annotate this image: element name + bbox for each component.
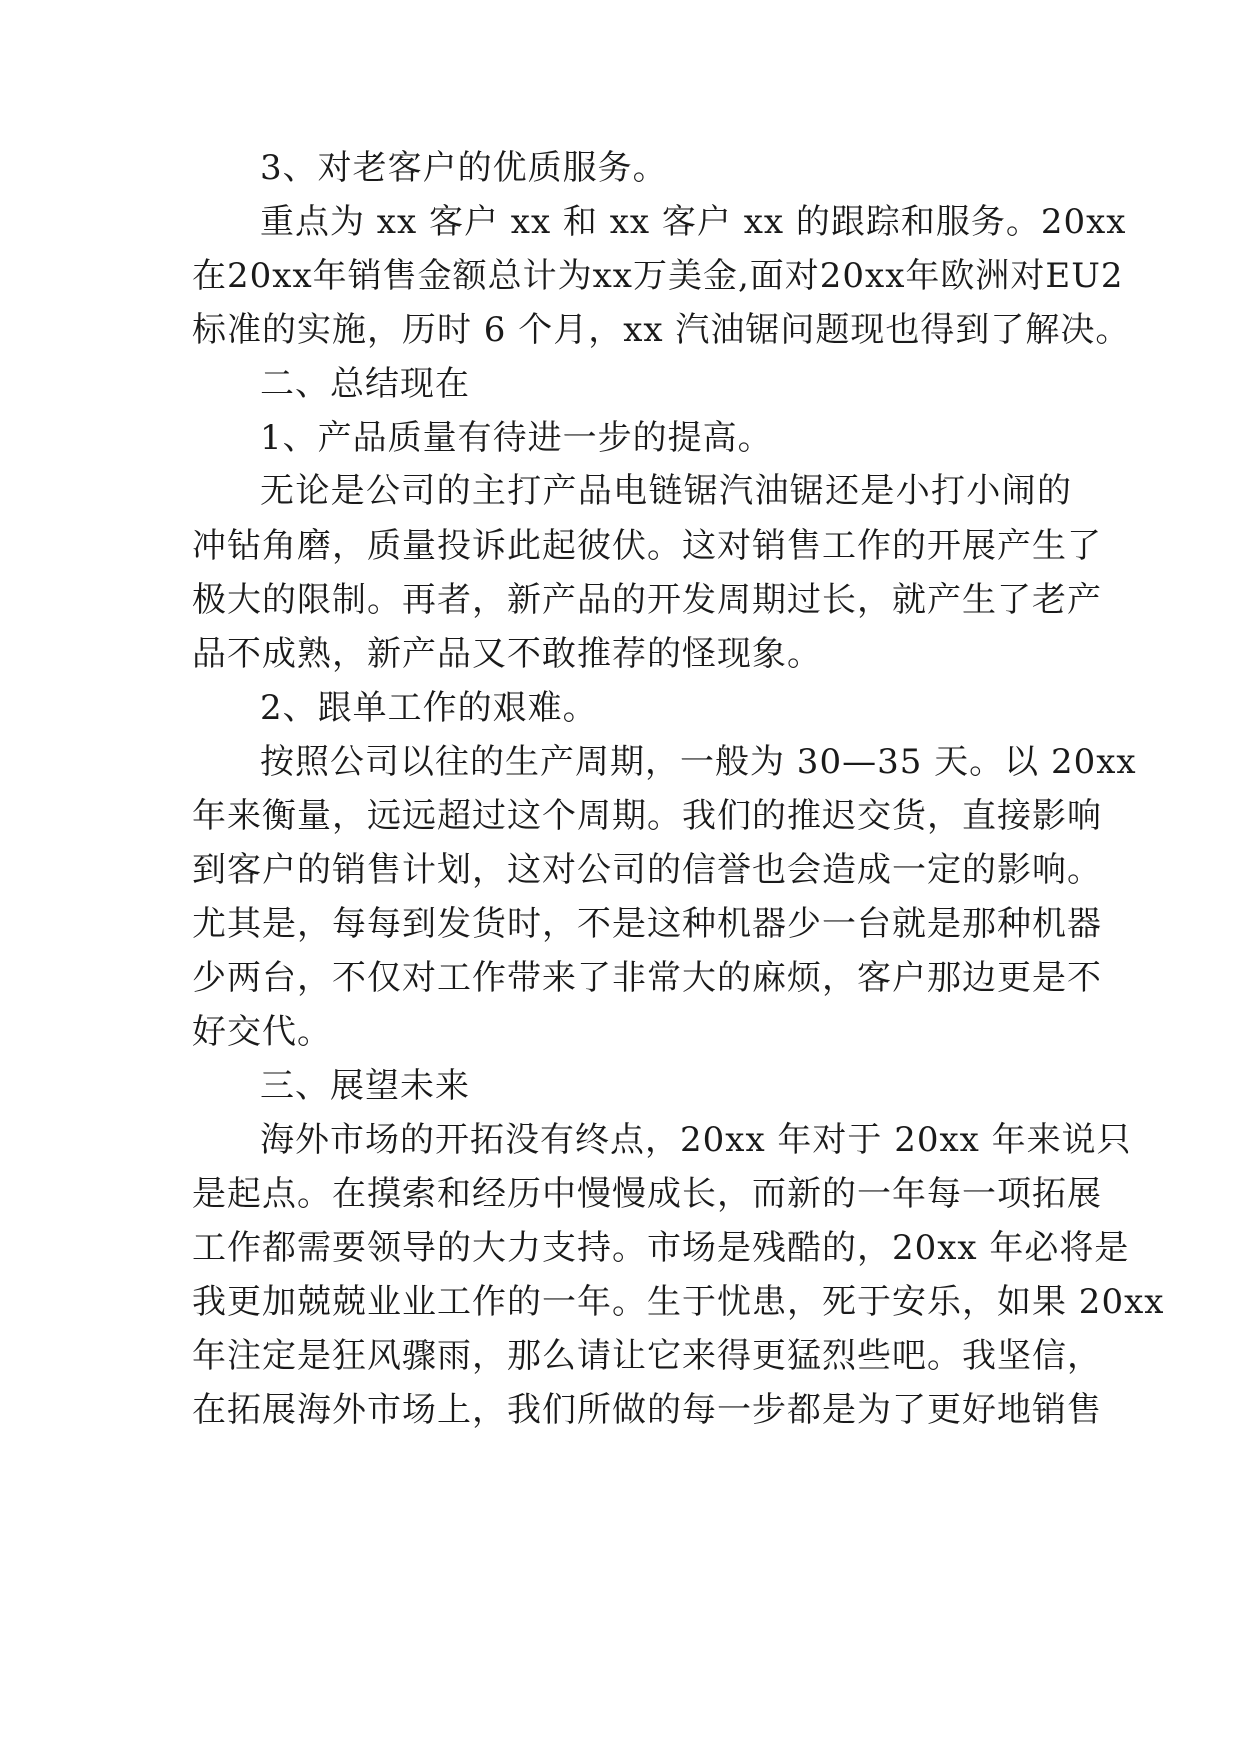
paragraph-line: 我更加兢兢业业工作的一年。生于忧患，死于安乐，如果 20xx <box>192 1282 1165 1322</box>
heading-order-follow-up: 2、跟单工作的艰难。 <box>260 688 598 728</box>
paragraph-line: 尤其是，每每到发货时，不是这种机器少一台就是那种机器 <box>192 904 1102 944</box>
section-heading-outlook: 三、展望未来 <box>260 1066 470 1106</box>
paragraph-line: 重点为 xx 客户 xx 和 xx 客户 xx 的跟踪和服务。20xx <box>260 202 1127 242</box>
paragraph-line: 好交代。 <box>192 1012 332 1052</box>
paragraph-line: 少两台，不仅对工作带来了非常大的麻烦，客户那边更是不 <box>192 958 1102 998</box>
paragraph-line: 年注定是狂风骤雨，那么请让它来得更猛烈些吧。我坚信， <box>192 1336 1102 1376</box>
paragraph-line: 极大的限制。再者，新产品的开发周期过长，就产生了老产 <box>192 580 1102 620</box>
paragraph-line: 在20xx年销售金额总计为xx万美金,面对20xx年欧洲对EU2 <box>192 256 1124 296</box>
paragraph-line: 按照公司以往的生产周期，一般为 30—35 天。以 20xx <box>260 742 1137 782</box>
paragraph-line: 冲钻角磨，质量投诉此起彼伏。这对销售工作的开展产生了 <box>192 526 1102 566</box>
paragraph-line: 工作都需要领导的大力支持。市场是残酷的，20xx 年必将是 <box>192 1228 1130 1268</box>
section-heading-summary-present: 二、总结现在 <box>260 364 470 404</box>
paragraph-line: 海外市场的开拓没有终点，20xx 年对于 20xx 年来说只 <box>260 1120 1132 1160</box>
paragraph-line: 标准的实施，历时 6 个月，xx 汽油锯问题现也得到了解决。 <box>192 310 1131 350</box>
paragraph-line: 年来衡量，远远超过这个周期。我们的推迟交货，直接影响 <box>192 796 1102 836</box>
paragraph-line: 在拓展海外市场上，我们所做的每一步都是为了更好地销售 <box>192 1390 1102 1430</box>
paragraph-line: 无论是公司的主打产品电链锯汽油锯还是小打小闹的 <box>260 471 1072 511</box>
paragraph-line: 是起点。在摸索和经历中慢慢成长，而新的一年每一项拓展 <box>192 1174 1102 1214</box>
heading-old-customer-service: 3、对老客户的优质服务。 <box>260 148 668 188</box>
paragraph-line: 到客户的销售计划，这对公司的信誉也会造成一定的影响。 <box>192 850 1102 890</box>
heading-product-quality: 1、产品质量有待进一步的提高。 <box>260 418 773 458</box>
paragraph-line: 品不成熟，新产品又不敢推荐的怪现象。 <box>192 634 822 674</box>
